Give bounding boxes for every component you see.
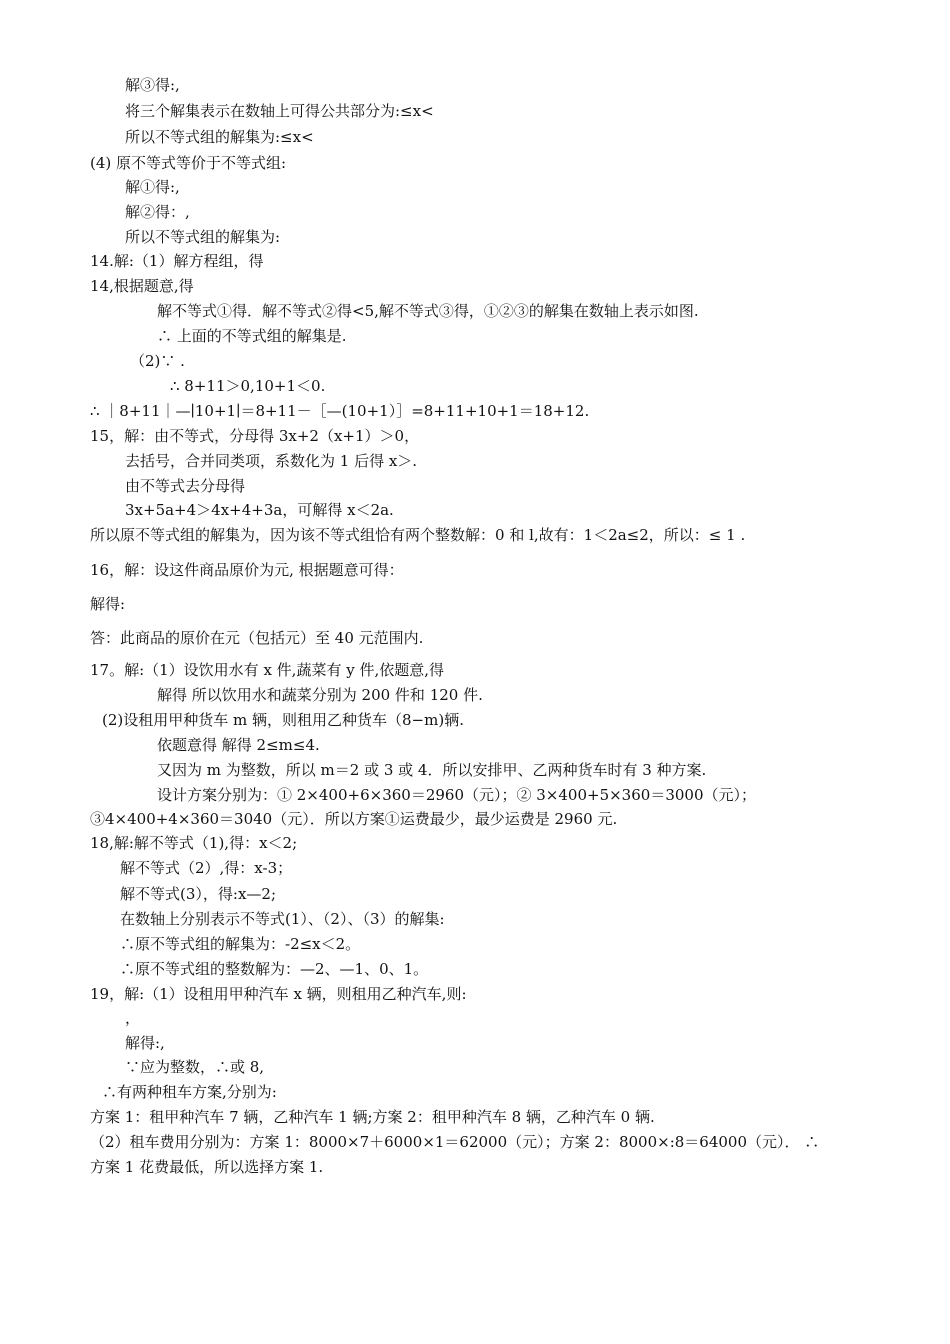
text-line: 答：此商品的原价在元（包括元）至 40 元范围内. (90, 629, 424, 647)
text-line: 14,根据题意,得 (90, 277, 194, 295)
text-line: 依题意得 解得 2≤m≤4. (157, 736, 320, 754)
text-line: ③4×400+4×360＝3040（元）．所以方案①运费最少，最少运费是 2960 元. (90, 810, 618, 828)
text-line: 解得: (90, 595, 126, 613)
text-line: 解②得：, (125, 203, 190, 221)
text-line: 又因为 m 为整数，所以 m＝2 或 3 或 4．所以安排甲、乙两种货车时有 3 种方案. (157, 761, 707, 779)
text-line: 解不等式①得．解不等式②得<5,解不等式③得，①②③的解集在数轴上表示如图. (157, 302, 699, 320)
text-line: 在数轴上分别表示不等式(1）、（2）、（3）的解集: (120, 910, 445, 928)
text-line: 由不等式去分母得 (125, 477, 246, 495)
text-line: ， (125, 1009, 141, 1027)
text-line: 16，解：设这件商品原价为元, 根据题意可得： (90, 561, 404, 579)
text-line: 15，解：由不等式，分母得 3x+2（x+1）＞0， (90, 427, 420, 445)
text-line: 14.解:（1）解方程组，得 (90, 252, 264, 270)
text-line: 解不等式(3），得:x—2; (120, 885, 277, 903)
text-line: ∴原不等式组的解集为：-2≤x＜2。 (120, 935, 361, 953)
text-line: ∴原不等式组的整数解为：—2、—1、0、1。 (120, 960, 429, 978)
text-line: (4) 原不等式等价于不等式组: (90, 154, 287, 172)
text-line: 解得 所以饮用水和蔬菜分别为 200 件和 120 件. (157, 686, 483, 704)
text-line: 18,解:解不等式（1),得：x＜2; (90, 834, 298, 852)
text-line: 将三个解集表示在数轴上可得公共部分为:≤x< (125, 102, 434, 120)
text-line: 17。解:（1）设饮用水有 x 件,蔬菜有 y 件,依题意,得 (90, 661, 444, 679)
text-line: ∴ 上面的不等式组的解集是. (157, 327, 347, 345)
text-line: ∵应为整数，∴或 8, (125, 1058, 265, 1076)
text-line: 3x+5a+4＞4x+4+3a，可解得 x＜2a. (125, 501, 394, 519)
text-line: 解得:, (125, 1034, 165, 1052)
text-line: 方案 1：租甲种汽车 7 辆，乙种汽车 1 辆;方案 2：租甲种汽车 8 辆，乙种汽车 0 辆. (90, 1108, 655, 1126)
text-line: ∴ 8+11＞0,10+1＜0. (170, 377, 326, 395)
text-line: (2)设租用甲种货车 m 辆，则租用乙种货车（8−m)辆. (102, 711, 464, 729)
text-line: 所以原不等式组的解集为，因为该不等式组恰有两个整数解：0 和 l,故有：1＜2a≤2，所以：≤ 1 . (90, 526, 746, 544)
text-line: 所以不等式组的解集为:≤x< (125, 128, 314, 146)
text-line: 解③得:, (125, 76, 180, 94)
text-line: 所以不等式组的解集为: (125, 228, 281, 246)
text-line: （2)∵ . (130, 352, 185, 370)
text-line: （2）租车费用分别为：方案 1：8000×7＋6000×1＝62000（元）；方案 2：8000×:8＝64000（元）． ∴ (90, 1133, 820, 1151)
text-line: 设计方案分别为：① 2×400+6×360＝2960（元）；② 3×400+5×360＝3000（元）； (157, 786, 756, 804)
text-line: ∴有两种租车方案,分别为: (102, 1083, 277, 1101)
text-line: 去括号，合并同类项，系数化为 1 后得 x＞. (125, 452, 418, 470)
text-line: 解①得:, (125, 178, 180, 196)
text-line: ∴ ｜8+11｜—∣10+1∣＝8+11－［—(10+1）］=8+11+10+1＝18+12. (90, 402, 590, 420)
text-line: 19，解:（1）设租用甲种汽车 x 辆，则租用乙种汽车,则: (90, 985, 467, 1003)
text-line: 方案 1 花费最低，所以选择方案 1. (90, 1158, 324, 1176)
text-line: 解不等式（2）,得：x-3； (120, 859, 293, 877)
